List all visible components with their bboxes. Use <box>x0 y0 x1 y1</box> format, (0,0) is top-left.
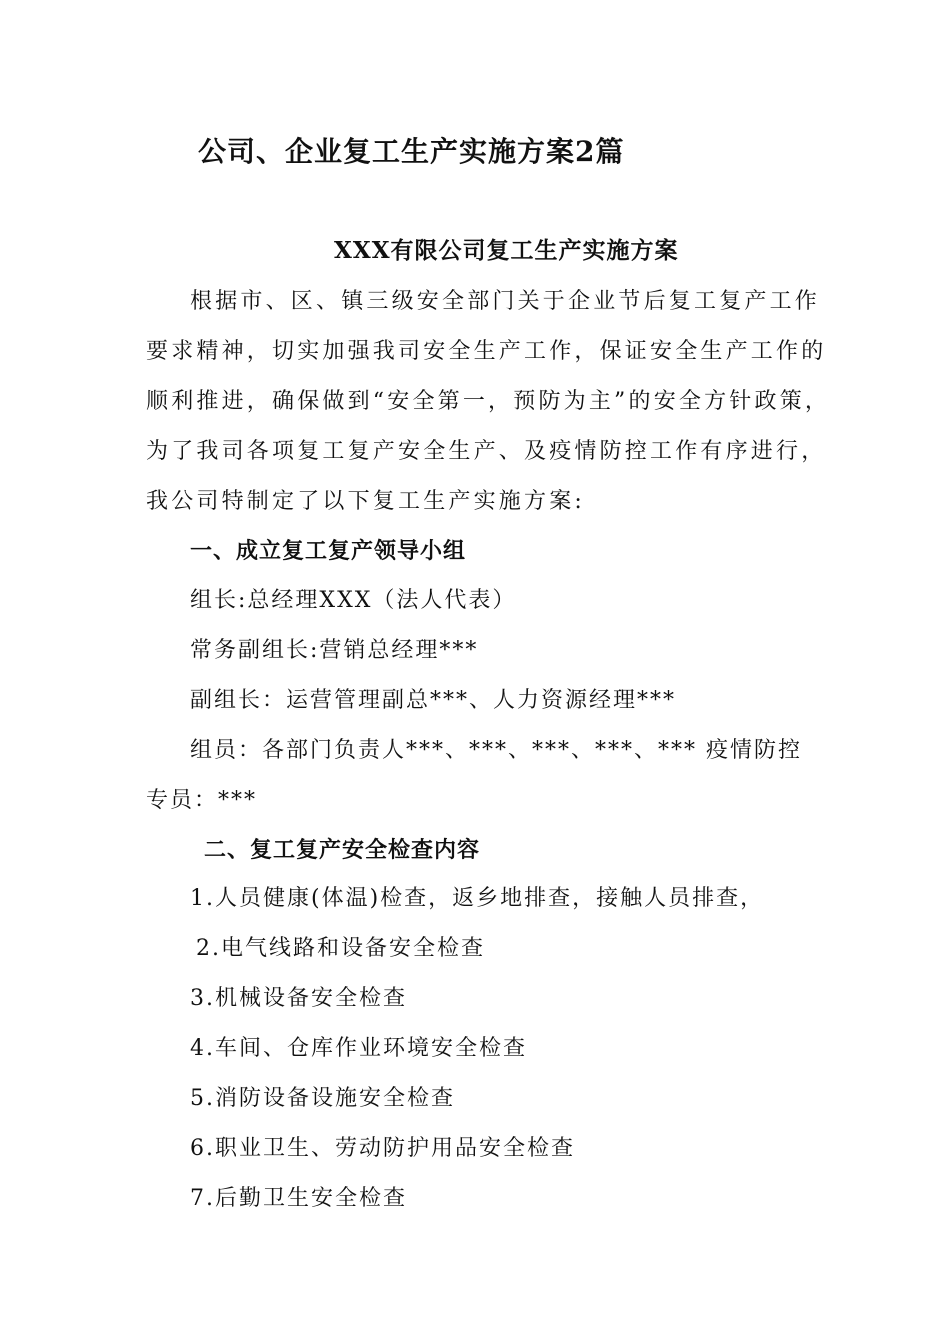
check-item-3: 3.机械设备安全检查 <box>190 986 407 1011</box>
leader-line: 组长:总经理XXX（法人代表） <box>190 588 517 613</box>
check-item-5: 5.消防设备设施安全检查 <box>190 1086 455 1111</box>
executive-deputy-line: 常务副组长:营销总经理*** <box>190 638 479 663</box>
check-item-7: 7.后勤卫生安全检查 <box>190 1186 407 1211</box>
intro-line-4: 为了我司各项复工复产安全生产、及疫情防控工作有序进行， <box>146 439 827 464</box>
check-item-6: 6.职业卫生、劳动防护用品安全检查 <box>190 1136 575 1161</box>
intro-line-3: 顺利推进，确保做到“安全第一，预防为主”的安全方针政策， <box>146 389 831 414</box>
check-item-2: 2.电气线路和设备安全检查 <box>196 936 485 961</box>
intro-line-2: 要求精神，切实加强我司安全生产工作，保证安全生产工作的 <box>146 339 827 364</box>
check-item-1: 1.人员健康(体温)检查，返乡地排查，接触人员排查， <box>190 886 765 911</box>
intro-line-5: 我公司特制定了以下复工生产实施方案: <box>146 489 586 514</box>
intro-line-1: 根据市、区、镇三级安全部门关于企业节后复工复产工作 <box>190 289 821 314</box>
members-line-1: 组员：各部门负责人***、***、***、***、*** 疫情防控 <box>190 738 802 763</box>
section-2-heading: 二、复工复产安全检查内容 <box>204 837 481 863</box>
check-item-4: 4.车间、仓库作业环境安全检查 <box>190 1036 527 1061</box>
members-line-2: 专员：*** <box>146 788 258 813</box>
deputies-line: 副组长：运营管理副总***、人力资源经理*** <box>190 688 677 713</box>
document-subtitle: XXX有限公司复工生产实施方案 <box>334 237 679 264</box>
document-title: 公司、企业复工生产实施方案2篇 <box>198 135 625 168</box>
section-1-heading: 一、成立复工复产领导小组 <box>190 538 467 564</box>
